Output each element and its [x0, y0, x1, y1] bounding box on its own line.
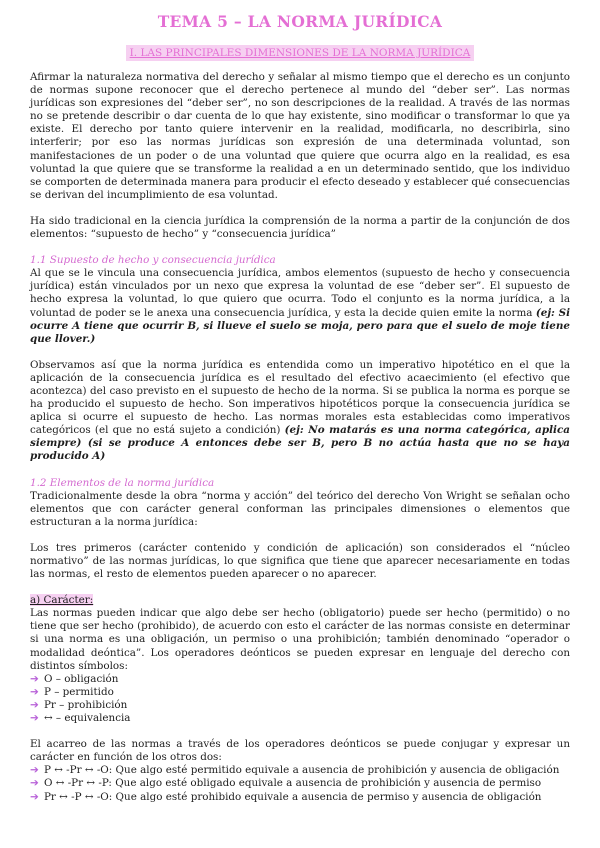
s11-paragraph-1 [30, 267, 570, 346]
document-page [30, 12, 570, 804]
equivalences-list [30, 764, 570, 803]
s11-paragraph-2 [30, 359, 570, 464]
list-item: ➔ P ↔ -Pr ↔ -O: Que algo esté permitido equivale a ausencia de prohibición y ausencia de obligación [30, 764, 560, 777]
list-item: ➔ O – obligación [30, 672, 119, 685]
deontic-symbols-list [30, 673, 570, 725]
caracter-label-line [30, 594, 570, 607]
subsection-heading-1-1: 1.1 Supuesto de hecho y consecuencia jurídica [30, 254, 276, 267]
arrow-right-icon: ➔ [30, 698, 39, 711]
arrow-right-icon: ➔ [30, 764, 39, 777]
caracter-paragraph-1: Las normas pueden indicar que algo debe ser hecho (obligatorio) puede ser hecho (permitido) o no tiene que ser hecho (prohibido), de acuerdo con esto el carácter de las normas consiste en determinar si una norma es una obligación, un permiso o una prohibición; también denominado “operador o modalidad deóntica”. Los operadores deónticos se pueden expresar en lenguaje del derecho con distintos símbolos: [30, 607, 570, 672]
arrow-right-icon: ➔ [30, 777, 39, 790]
section-heading-wrap [30, 41, 570, 61]
list-item: ➔ Pr – prohibición [30, 698, 128, 711]
s12-paragraph-2: Los tres primeros (carácter contenido y condición de aplicación) son considerados el “núcleo normativo” de las normas jurídicas, lo que significa que tiene que aparecer necesariamente en todas las normas, el resto de elementos pueden aparecer o no aparecer. [30, 541, 570, 581]
section-heading: I. LAS PRINCIPALES DIMENSIONES DE LA NORMA JURÍDICA [126, 45, 475, 61]
s12-paragraph-1: Tradicionalmente desde la obra “norma y acción” del teórico del derecho Von Wright se señalan ocho elementos que con carácter general conforman las principales dimensiones o elementos que estructuran a la norma jurídica: [30, 489, 570, 528]
subsection-heading-1-2: 1.2 Elementos de la norma jurídica [30, 476, 215, 489]
page-title: TEMA 5 – LA NORMA JURÍDICA [157, 12, 443, 31]
s11-paragraph-2-text: Observamos así que la norma jurídica es entendida como un imperativo hipotético en el que la aplicación de la consecuencia jurídica es el resultado del efectivo acaecimiento (el efectivo que acontezca) del caso previsto en el supuesto de hecho de la norma. Si se publica la norma es porque se ha producido el supuesto de hecho. Son imperativos hipotéticos porque la consecuencia jurídica se aplica si ocurre el supuesto de hecho. Las normas morales esta establecidas como imperativos categóricos (el que no está sujeto a condición) [30, 358, 570, 437]
list-item: ➔ P – permitido [30, 685, 114, 698]
s11-paragraph-1-text: Al que se le vincula una consecuencia jurídica, ambos elementos (supuesto de hecho y consecuencia jurídica) están vinculados por un nexo que expresa la voluntad de ese “deber ser”. El supuesto de hecho expresa la voluntad, lo que quiero que ocurra. Todo el conjunto es la norma jurídica, a la voluntad de poder se le anexa una consecuencia jurídica, y esta la decide quien emite la norma [30, 267, 570, 319]
caracter-paragraph-2: El acarreo de las normas a través de los operadores deónticos se puede conjugar y expresar un carácter en función de los otros dos: [30, 738, 570, 764]
arrow-right-icon: ➔ [30, 790, 39, 803]
list-item: ➔ O ↔ -Pr ↔ -P: Que algo esté obligado equivale a ausencia de prohibición y ausencia de permiso [30, 777, 542, 790]
s11-example-2: (ej: No matarás es una norma categórica, aplica siempre) (si se produce A entonces debe ser B, pero B no actúa hasta que no se haya producido A) [30, 424, 570, 463]
arrow-right-icon: ➔ [30, 672, 39, 685]
list-item: ➔ Pr ↔ -P ↔ -O: Que algo esté prohibido equivale a ausencia de permiso y ausencia de obligación [30, 790, 542, 803]
intro-paragraph-1: Afirmar la naturaleza normativa del derecho y señalar al mismo tiempo que el derecho es un conjunto de normas supone reconocer que el derecho pertenece al mundo del “deber ser”. Las normas jurídicas son expresiones del “deber ser”, no son descripciones de la realidad. A través de las normas no se pretende describir o dar cuenta de lo que hay existente, sino modificar o transformar lo que ya existe. El derecho por tanto quiere intervenir en la realidad, modificarla, no describirla, sino interferir; por eso las normas jurídicas son expresión de una determinada voluntad, son manifestaciones de un poder o de una voluntad que quiere que ocurra algo en la realidad, es esa voluntad la que quiere que se transforme la realidad a en un determinado sentido, que los individuo se comporten de determinada manera para producir el efecto deseado y establecer qué consecuencias se derivan del incumplimiento de esa voluntad. [30, 71, 570, 201]
caracter-label: a) Carácter: [30, 594, 94, 607]
s11-example-1: (ej: Si ocurre A tiene que ocurrir B, si llueve el suelo se moja, pero para que el suelo de moje tiene que llover.) [30, 306, 570, 345]
arrow-right-icon: ➔ [30, 685, 39, 698]
arrow-right-icon: ➔ [30, 712, 39, 725]
list-item: ➔ ↔ – equivalencia [30, 712, 131, 725]
intro-paragraph-2: Ha sido tradicional en la ciencia jurídica la comprensión de la norma a partir de la conjunción de dos elementos: “supuesto de hecho” y “consecuencia jurídica” [30, 214, 570, 241]
